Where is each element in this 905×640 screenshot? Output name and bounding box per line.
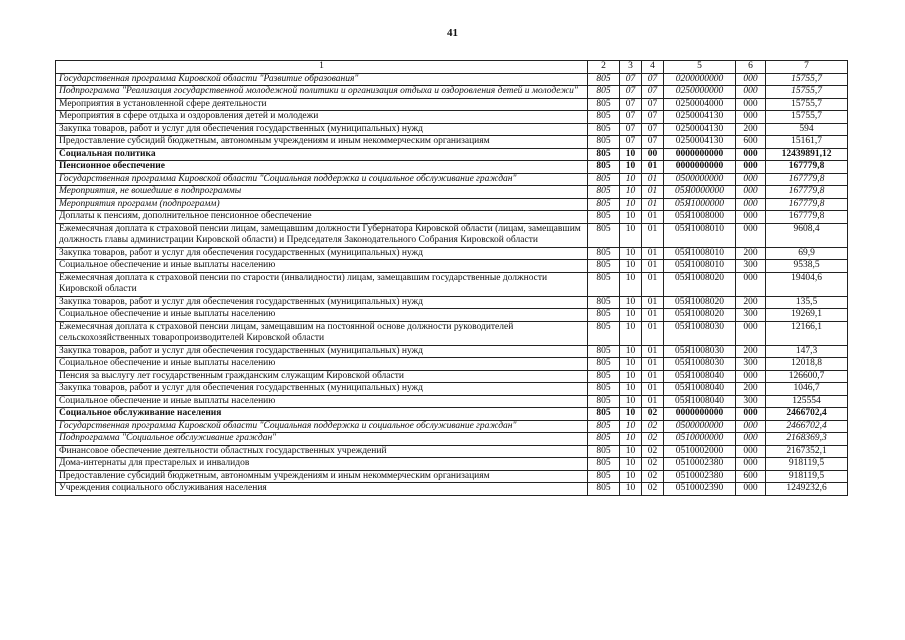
admin-code-cell: 805 bbox=[588, 123, 620, 136]
section-code-cell: 10 bbox=[620, 211, 642, 224]
subsection-code-cell: 01 bbox=[642, 260, 664, 273]
table-row bbox=[56, 148, 848, 161]
subsection-code-cell: 01 bbox=[642, 309, 664, 322]
table-row bbox=[56, 420, 848, 433]
target-article-cell: 05Я1008010 bbox=[664, 247, 736, 260]
target-article-cell: 0510002000 bbox=[664, 445, 736, 458]
row-name-cell: Закупка товаров, работ и услуг для обеспечения государственных (муниципальных) нужд bbox=[56, 123, 588, 136]
table-row bbox=[56, 198, 848, 211]
expense-type-cell: 000 bbox=[736, 445, 766, 458]
subsection-code-cell: 02 bbox=[642, 420, 664, 433]
amount-cell: 1249232,6 bbox=[766, 483, 848, 496]
row-name-cell: Доплаты к пенсиям, дополнительное пенсионное обеспечение bbox=[56, 211, 588, 224]
table-row bbox=[56, 458, 848, 471]
target-article-cell: 05Я1008020 bbox=[664, 272, 736, 296]
target-article-cell: 05Я1008010 bbox=[664, 223, 736, 247]
column-header: 2 bbox=[588, 61, 620, 74]
table-row bbox=[56, 247, 848, 260]
row-name-cell: Предоставление субсидий бюджетным, автономным учреждениям и иным некоммерческим организациям bbox=[56, 470, 588, 483]
amount-cell: 15755,7 bbox=[766, 111, 848, 124]
subsection-code-cell: 07 bbox=[642, 136, 664, 149]
subsection-code-cell: 02 bbox=[642, 483, 664, 496]
section-code-cell: 07 bbox=[620, 123, 642, 136]
admin-code-cell: 805 bbox=[588, 136, 620, 149]
section-code-cell: 10 bbox=[620, 433, 642, 446]
table-row bbox=[56, 173, 848, 186]
amount-cell: 1046,7 bbox=[766, 383, 848, 396]
amount-cell: 15755,7 bbox=[766, 73, 848, 86]
amount-cell: 2167352,1 bbox=[766, 445, 848, 458]
table-row bbox=[56, 260, 848, 273]
amount-cell: 15755,7 bbox=[766, 86, 848, 99]
amount-cell: 12166,1 bbox=[766, 321, 848, 345]
target-article-cell: 0500000000 bbox=[664, 173, 736, 186]
subsection-code-cell: 02 bbox=[642, 445, 664, 458]
expense-type-cell: 300 bbox=[736, 260, 766, 273]
subsection-code-cell: 01 bbox=[642, 223, 664, 247]
expense-type-cell: 000 bbox=[736, 433, 766, 446]
subsection-code-cell: 01 bbox=[642, 395, 664, 408]
row-name-cell: Мероприятия программ (подпрограмм) bbox=[56, 198, 588, 211]
row-name-cell: Социальное обеспечение и иные выплаты населению bbox=[56, 309, 588, 322]
subsection-code-cell: 01 bbox=[642, 358, 664, 371]
row-name-cell: Дома-интернаты для престарелых и инвалидов bbox=[56, 458, 588, 471]
section-code-cell: 07 bbox=[620, 136, 642, 149]
amount-cell: 167779,8 bbox=[766, 198, 848, 211]
expense-type-cell: 000 bbox=[736, 111, 766, 124]
section-code-cell: 10 bbox=[620, 345, 642, 358]
expense-type-cell: 000 bbox=[736, 223, 766, 247]
subsection-code-cell: 01 bbox=[642, 370, 664, 383]
expense-type-cell: 200 bbox=[736, 123, 766, 136]
subsection-code-cell: 01 bbox=[642, 161, 664, 174]
table-row bbox=[56, 296, 848, 309]
section-code-cell: 10 bbox=[620, 260, 642, 273]
table-row bbox=[56, 136, 848, 149]
table-row bbox=[56, 223, 848, 247]
subsection-code-cell: 02 bbox=[642, 470, 664, 483]
target-article-cell: 0000000000 bbox=[664, 408, 736, 421]
subsection-code-cell: 01 bbox=[642, 296, 664, 309]
row-name-cell: Государственная программа Кировской области "Социальная поддержка и социальное обслуживание граждан" bbox=[56, 173, 588, 186]
expense-type-cell: 000 bbox=[736, 211, 766, 224]
admin-code-cell: 805 bbox=[588, 345, 620, 358]
admin-code-cell: 805 bbox=[588, 309, 620, 322]
subsection-code-cell: 07 bbox=[642, 73, 664, 86]
subsection-code-cell: 01 bbox=[642, 321, 664, 345]
expense-type-cell: 000 bbox=[736, 321, 766, 345]
subsection-code-cell: 02 bbox=[642, 433, 664, 446]
expense-type-cell: 000 bbox=[736, 98, 766, 111]
subsection-code-cell: 01 bbox=[642, 383, 664, 396]
table-row bbox=[56, 309, 848, 322]
table-row bbox=[56, 73, 848, 86]
admin-code-cell: 805 bbox=[588, 445, 620, 458]
admin-code-cell: 805 bbox=[588, 198, 620, 211]
target-article-cell: 05Я1008030 bbox=[664, 321, 736, 345]
row-name-cell: Социальное обеспечение и иные выплаты населению bbox=[56, 358, 588, 371]
column-header: 4 bbox=[642, 61, 664, 74]
target-article-cell: 05Я1008030 bbox=[664, 345, 736, 358]
target-article-cell: 05Я1008040 bbox=[664, 395, 736, 408]
admin-code-cell: 805 bbox=[588, 470, 620, 483]
subsection-code-cell: 02 bbox=[642, 408, 664, 421]
admin-code-cell: 805 bbox=[588, 247, 620, 260]
row-name-cell: Мероприятия в установленной сфере деятельности bbox=[56, 98, 588, 111]
amount-cell: 69,9 bbox=[766, 247, 848, 260]
target-article-cell: 0250000000 bbox=[664, 86, 736, 99]
row-name-cell: Закупка товаров, работ и услуг для обеспечения государственных (муниципальных) нужд bbox=[56, 345, 588, 358]
row-name-cell: Подпрограмма "Социальное обслуживание граждан" bbox=[56, 433, 588, 446]
section-code-cell: 10 bbox=[620, 420, 642, 433]
admin-code-cell: 805 bbox=[588, 358, 620, 371]
target-article-cell: 0000000000 bbox=[664, 148, 736, 161]
row-name-cell: Пенсия за выслугу лет государственным гражданским служащим Кировской области bbox=[56, 370, 588, 383]
column-header: 3 bbox=[620, 61, 642, 74]
expense-type-cell: 000 bbox=[736, 161, 766, 174]
subsection-code-cell: 07 bbox=[642, 98, 664, 111]
amount-cell: 126600,7 bbox=[766, 370, 848, 383]
table-row bbox=[56, 111, 848, 124]
section-code-cell: 07 bbox=[620, 86, 642, 99]
section-code-cell: 07 bbox=[620, 98, 642, 111]
table-row bbox=[56, 272, 848, 296]
table-row bbox=[56, 383, 848, 396]
table-row bbox=[56, 123, 848, 136]
target-article-cell: 05Я1008040 bbox=[664, 370, 736, 383]
row-name-cell: Закупка товаров, работ и услуг для обеспечения государственных (муниципальных) нужд bbox=[56, 247, 588, 260]
table-row bbox=[56, 161, 848, 174]
budget-table bbox=[55, 60, 848, 496]
expense-type-cell: 200 bbox=[736, 345, 766, 358]
section-code-cell: 10 bbox=[620, 458, 642, 471]
row-name-cell: Государственная программа Кировской области "Социальная поддержка и социальное обслуживание граждан" bbox=[56, 420, 588, 433]
amount-cell: 918119,5 bbox=[766, 458, 848, 471]
table-row bbox=[56, 211, 848, 224]
subsection-code-cell: 01 bbox=[642, 186, 664, 199]
admin-code-cell: 805 bbox=[588, 433, 620, 446]
expense-type-cell: 200 bbox=[736, 247, 766, 260]
admin-code-cell: 805 bbox=[588, 420, 620, 433]
amount-cell: 19269,1 bbox=[766, 309, 848, 322]
table-row bbox=[56, 433, 848, 446]
section-code-cell: 10 bbox=[620, 358, 642, 371]
table-row bbox=[56, 345, 848, 358]
expense-type-cell: 000 bbox=[736, 173, 766, 186]
amount-cell: 2466702,4 bbox=[766, 420, 848, 433]
expense-type-cell: 000 bbox=[736, 148, 766, 161]
amount-cell: 167779,8 bbox=[766, 186, 848, 199]
admin-code-cell: 805 bbox=[588, 383, 620, 396]
column-header: 5 bbox=[664, 61, 736, 74]
row-name-cell: Ежемесячная доплата к страховой пенсии лицам, замещавшим должности Губернатора Кировской области (лицам, замещавшим должность главы администрации Кировской области) и Председателя Законодательного Собрания Кировской области bbox=[56, 223, 588, 247]
admin-code-cell: 805 bbox=[588, 370, 620, 383]
row-name-cell: Пенсионное обеспечение bbox=[56, 161, 588, 174]
section-code-cell: 10 bbox=[620, 247, 642, 260]
section-code-cell: 10 bbox=[620, 186, 642, 199]
section-code-cell: 10 bbox=[620, 370, 642, 383]
row-name-cell: Финансовое обеспечение деятельности областных государственных учреждений bbox=[56, 445, 588, 458]
page-number: 41 bbox=[447, 27, 458, 39]
amount-cell: 2466702,4 bbox=[766, 408, 848, 421]
expense-type-cell: 000 bbox=[736, 483, 766, 496]
section-code-cell: 10 bbox=[620, 309, 642, 322]
amount-cell: 2168369,3 bbox=[766, 433, 848, 446]
section-code-cell: 10 bbox=[620, 470, 642, 483]
subsection-code-cell: 01 bbox=[642, 345, 664, 358]
section-code-cell: 10 bbox=[620, 296, 642, 309]
table-row bbox=[56, 358, 848, 371]
target-article-cell: 0200000000 bbox=[664, 73, 736, 86]
subsection-code-cell: 01 bbox=[642, 173, 664, 186]
section-code-cell: 10 bbox=[620, 173, 642, 186]
amount-cell: 147,3 bbox=[766, 345, 848, 358]
subsection-code-cell: 07 bbox=[642, 86, 664, 99]
section-code-cell: 10 bbox=[620, 321, 642, 345]
table-row bbox=[56, 370, 848, 383]
admin-code-cell: 805 bbox=[588, 111, 620, 124]
row-name-cell: Ежемесячная доплата к страховой пенсии лицам, замещавшим на постоянной основе должности руководителей сельскохозяйственных товаропроизводителей Кировской области bbox=[56, 321, 588, 345]
target-article-cell: 0510000000 bbox=[664, 433, 736, 446]
admin-code-cell: 805 bbox=[588, 408, 620, 421]
amount-cell: 135,5 bbox=[766, 296, 848, 309]
admin-code-cell: 805 bbox=[588, 86, 620, 99]
section-code-cell: 10 bbox=[620, 408, 642, 421]
admin-code-cell: 805 bbox=[588, 148, 620, 161]
admin-code-cell: 805 bbox=[588, 395, 620, 408]
admin-code-cell: 805 bbox=[588, 260, 620, 273]
section-code-cell: 07 bbox=[620, 73, 642, 86]
target-article-cell: 0250004000 bbox=[664, 98, 736, 111]
subsection-code-cell: 00 bbox=[642, 148, 664, 161]
row-name-cell: Ежемесячная доплата к страховой пенсии по старости (инвалидности) лицам, замещавшим государственные должности Кировской области bbox=[56, 272, 588, 296]
amount-cell: 594 bbox=[766, 123, 848, 136]
table-body bbox=[56, 73, 848, 495]
amount-cell: 19404,6 bbox=[766, 272, 848, 296]
expense-type-cell: 000 bbox=[736, 458, 766, 471]
target-article-cell: 05Я1008020 bbox=[664, 296, 736, 309]
subsection-code-cell: 02 bbox=[642, 458, 664, 471]
row-name-cell: Предоставление субсидий бюджетным, автономным учреждениям и иным некоммерческим организациям bbox=[56, 136, 588, 149]
admin-code-cell: 805 bbox=[588, 296, 620, 309]
admin-code-cell: 805 bbox=[588, 272, 620, 296]
amount-cell: 167779,8 bbox=[766, 173, 848, 186]
row-name-cell: Мероприятия в сфере отдыха и оздоровления детей и молодежи bbox=[56, 111, 588, 124]
amount-cell: 15161,7 bbox=[766, 136, 848, 149]
admin-code-cell: 805 bbox=[588, 73, 620, 86]
amount-cell: 15755,7 bbox=[766, 98, 848, 111]
expense-type-cell: 200 bbox=[736, 296, 766, 309]
admin-code-cell: 805 bbox=[588, 98, 620, 111]
section-code-cell: 10 bbox=[620, 445, 642, 458]
admin-code-cell: 805 bbox=[588, 458, 620, 471]
section-code-cell: 10 bbox=[620, 383, 642, 396]
row-name-cell: Закупка товаров, работ и услуг для обеспечения государственных (муниципальных) нужд bbox=[56, 296, 588, 309]
table-row bbox=[56, 483, 848, 496]
table-row bbox=[56, 321, 848, 345]
subsection-code-cell: 01 bbox=[642, 198, 664, 211]
target-article-cell: 05Я1000000 bbox=[664, 198, 736, 211]
subsection-code-cell: 07 bbox=[642, 111, 664, 124]
table-row bbox=[56, 86, 848, 99]
row-name-cell: Государственная программа Кировской области "Развитие образования" bbox=[56, 73, 588, 86]
section-code-cell: 10 bbox=[620, 272, 642, 296]
amount-cell: 167779,8 bbox=[766, 161, 848, 174]
expense-type-cell: 600 bbox=[736, 136, 766, 149]
expense-type-cell: 000 bbox=[736, 186, 766, 199]
admin-code-cell: 805 bbox=[588, 223, 620, 247]
table-row bbox=[56, 408, 848, 421]
target-article-cell: 0500000000 bbox=[664, 420, 736, 433]
table-row bbox=[56, 395, 848, 408]
amount-cell: 12018,8 bbox=[766, 358, 848, 371]
amount-cell: 9608,4 bbox=[766, 223, 848, 247]
expense-type-cell: 000 bbox=[736, 370, 766, 383]
target-article-cell: 0250004130 bbox=[664, 123, 736, 136]
admin-code-cell: 805 bbox=[588, 161, 620, 174]
column-header: 1 bbox=[56, 61, 588, 74]
amount-cell: 167779,8 bbox=[766, 211, 848, 224]
column-header: 6 bbox=[736, 61, 766, 74]
row-name-cell: Социальное обеспечение и иные выплаты населению bbox=[56, 260, 588, 273]
expense-type-cell: 000 bbox=[736, 73, 766, 86]
amount-cell: 9538,5 bbox=[766, 260, 848, 273]
admin-code-cell: 805 bbox=[588, 211, 620, 224]
amount-cell: 918119,5 bbox=[766, 470, 848, 483]
table-row bbox=[56, 98, 848, 111]
table-row bbox=[56, 186, 848, 199]
section-code-cell: 10 bbox=[620, 395, 642, 408]
target-article-cell: 0510002380 bbox=[664, 470, 736, 483]
table-row bbox=[56, 445, 848, 458]
target-article-cell: 05Я1008040 bbox=[664, 383, 736, 396]
target-article-cell: 0250004130 bbox=[664, 111, 736, 124]
expense-type-cell: 300 bbox=[736, 358, 766, 371]
target-article-cell: 05Я1008020 bbox=[664, 309, 736, 322]
amount-cell: 125554 bbox=[766, 395, 848, 408]
section-code-cell: 10 bbox=[620, 161, 642, 174]
section-code-cell: 10 bbox=[620, 483, 642, 496]
expense-type-cell: 600 bbox=[736, 470, 766, 483]
expense-type-cell: 000 bbox=[736, 86, 766, 99]
expense-type-cell: 000 bbox=[736, 198, 766, 211]
row-name-cell: Учреждения социального обслуживания населения bbox=[56, 483, 588, 496]
section-code-cell: 10 bbox=[620, 198, 642, 211]
target-article-cell: 05Я1008030 bbox=[664, 358, 736, 371]
admin-code-cell: 805 bbox=[588, 321, 620, 345]
expense-type-cell: 200 bbox=[736, 383, 766, 396]
subsection-code-cell: 01 bbox=[642, 211, 664, 224]
target-article-cell: 05Я1008000 bbox=[664, 211, 736, 224]
column-header: 7 bbox=[766, 61, 848, 74]
expense-type-cell: 000 bbox=[736, 272, 766, 296]
expense-type-cell: 300 bbox=[736, 395, 766, 408]
amount-cell: 12439891,12 bbox=[766, 148, 848, 161]
target-article-cell: 0510002390 bbox=[664, 483, 736, 496]
row-name-cell: Социальное обеспечение и иные выплаты населению bbox=[56, 395, 588, 408]
row-name-cell: Мероприятия, не вошедшие в подпрограммы bbox=[56, 186, 588, 199]
row-name-cell: Закупка товаров, работ и услуг для обеспечения государственных (муниципальных) нужд bbox=[56, 383, 588, 396]
section-code-cell: 10 bbox=[620, 223, 642, 247]
target-article-cell: 0510002380 bbox=[664, 458, 736, 471]
expense-type-cell: 000 bbox=[736, 420, 766, 433]
target-article-cell: 05Я1008010 bbox=[664, 260, 736, 273]
expense-type-cell: 000 bbox=[736, 408, 766, 421]
admin-code-cell: 805 bbox=[588, 483, 620, 496]
row-name-cell: Социальное обслуживание населения bbox=[56, 408, 588, 421]
admin-code-cell: 805 bbox=[588, 173, 620, 186]
row-name-cell: Социальная политика bbox=[56, 148, 588, 161]
table-row bbox=[56, 470, 848, 483]
admin-code-cell: 805 bbox=[588, 186, 620, 199]
target-article-cell: 0000000000 bbox=[664, 161, 736, 174]
header-row bbox=[56, 61, 848, 74]
section-code-cell: 10 bbox=[620, 148, 642, 161]
section-code-cell: 07 bbox=[620, 111, 642, 124]
target-article-cell: 0250004130 bbox=[664, 136, 736, 149]
subsection-code-cell: 01 bbox=[642, 272, 664, 296]
expense-type-cell: 300 bbox=[736, 309, 766, 322]
subsection-code-cell: 01 bbox=[642, 247, 664, 260]
subsection-code-cell: 07 bbox=[642, 123, 664, 136]
target-article-cell: 05Я0000000 bbox=[664, 186, 736, 199]
row-name-cell: Подпрограмма "Реализация государственной молодежной политики и организация отдыха и оздоровления детей и молодежи" bbox=[56, 86, 588, 99]
